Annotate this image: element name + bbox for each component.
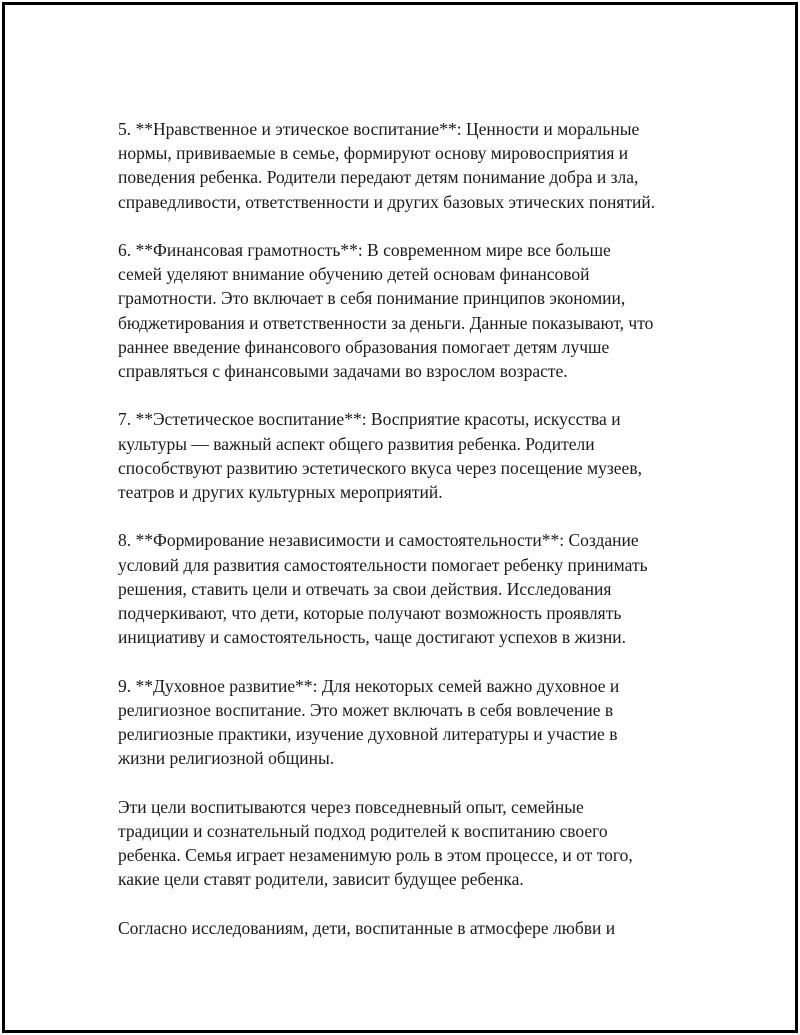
text-line: 7. **Эстетическое воспитание**: Восприятие красоты, искусства и [118,409,621,430]
paragraph-spiritual-development [118,674,718,771]
text-line: ребенка. Семья играет незаменимую роль в этом процессе, и от того, [118,845,633,866]
text-line: какие цели ставят родители, зависит будущее ребенка. [118,869,524,890]
text-line: нормы, прививаемые в семье, формируют основу мировосприятия и [118,143,629,164]
text-line: 8. **Формирование независимости и самостоятельности**: Создание [118,530,639,551]
text-line: 9. **Духовное развитие**: Для некоторых семей важно духовное и [118,675,620,696]
text-line: религиозное воспитание. Это может включать в себя вовлечение в [118,699,614,720]
text-line: жизни религиозной общины. [118,748,335,769]
paragraph-independence [118,528,718,649]
text-line: театров и других культурных мероприятий. [118,482,443,503]
paragraph-summary [118,795,718,892]
paragraph-aesthetic-education [118,407,718,504]
text-line: подчеркивают, что дети, которые получают возможность проявлять [118,603,622,624]
text-line: справляться с финансовыми задачами во взрослом возрасте. [118,361,568,382]
paragraph-research-intro [118,916,718,940]
text-line: 5. **Нравственное и этическое воспитание**: Ценности и моральные [118,119,640,139]
text-line: способствуют развитию эстетического вкуса через посещение музеев, [118,457,642,478]
text-line: традиции и сознательный подход родителей к воспитанию своего [118,820,608,841]
document-body [118,117,718,964]
text-line: решения, ставить цели и отвечать за свои действия. Исследования [118,578,612,599]
text-line: грамотности. Это включает в себя понимание принципов экономии, [118,288,626,309]
text-line: Эти цели воспитываются через повседневный опыт, семейные [118,796,584,817]
paragraph-financial-literacy [118,238,718,383]
text-line: семей уделяют внимание обучению детей основам финансовой [118,264,590,285]
text-line: условий для развития самостоятельности помогает ребенку принимать [118,554,648,575]
text-line: 6. **Финансовая грамотность**: В современном мире все больше [118,240,611,260]
text-line: Согласно исследованиям, дети, воспитанные в атмосфере любви и [118,917,616,938]
paragraph-moral-education [118,117,718,214]
text-line: инициативу и самостоятельность, чаще достигают успехов в жизни. [118,627,627,648]
text-line: культуры — важный аспект общего развития ребенка. Родители [118,433,595,454]
text-line: раннее введение финансового образования помогает детям лучше [118,336,610,357]
text-line: справедливости, ответственности и других базовых этических понятий. [118,191,656,212]
text-line: бюджетирования и ответственности за деньги. Данные показывают, что [118,312,654,333]
text-line: религиозные практики, изучение духовной литературы и участие в [118,724,618,745]
text-line: поведения ребенка. Родители передают детям понимание добра и зла, [118,167,639,188]
